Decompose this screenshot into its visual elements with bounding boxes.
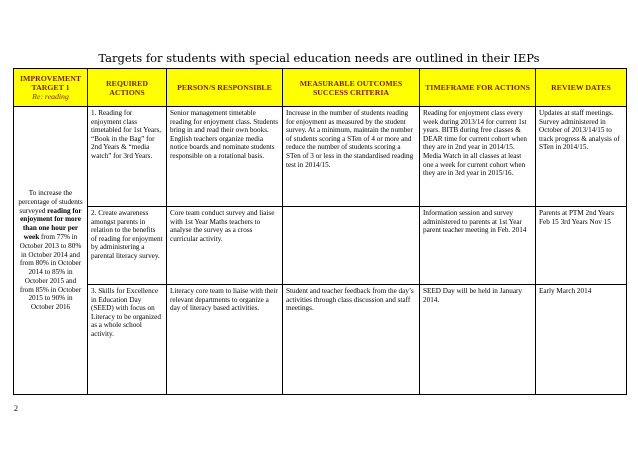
page-number: 2 (14, 404, 18, 413)
header-target-subtitle: Re: reading (32, 92, 69, 101)
target-text-post: from 77% in October 2013 to 80% in October 2014 and from 80% in October 2014 to 85% in October 2015 and from 85% in October 2015 to 90% in October 2016 (19, 232, 82, 312)
row2-review: Parents at PTM 2nd Years Feb 15 3rd Years Nov 15 (536, 207, 627, 285)
row1-timeframe: Reading for enjoyment class every week during 2013/14 for current 1st years. BITB during free classes & DEAR time for current cohort when they are in 2nd year in 2014/15. Media Watch in all classes at least one a week for current cohort when they are in 3rd year in 2015/16. (420, 107, 536, 207)
row1-review: Updates at staff meetings. Survey administered in October of 2013/14/15 to track progress & analysis of STen in 2014/15. (536, 107, 627, 207)
row2-action: 2. Create awareness amongst parents in relation to the benefits of reading for enjoyment by administering a parental literacy survey. (88, 207, 167, 285)
improvement-target-cell (14, 107, 88, 395)
target-text-pre: To increase the percentage of students surveyed (18, 188, 83, 215)
improvement-target-table (13, 68, 627, 395)
table-row (14, 207, 627, 285)
header-measurable-outcomes: MEASURABLE OUTCOMES SUCCESS CRITERIA (283, 69, 420, 107)
table-row (14, 285, 627, 395)
page-title: Targets for students with special education needs are outlined in their IEPs (98, 51, 540, 65)
row3-review: Early March 2014 (536, 285, 627, 395)
row2-timeframe: Information session and survey administered to parents at 1st Year parent teacher meeting in Feb. 2014 (420, 207, 536, 285)
row3-person: Literacy core team to liaise with their relevant departments to organize a day of literacy based activities. (167, 285, 283, 395)
header-timeframe: TIMEFRAME FOR ACTIONS (420, 69, 536, 107)
row2-person: Core team conduct survey and liaise with 1st Year Maths teachers to analyse the survey as a cross curricular activity. (167, 207, 283, 285)
row3-timeframe: SEED Day will be held in January 2014. (420, 285, 536, 395)
row1-person: Senior management timetable reading for enjoyment class. Students bring in and read their own books. English teachers organize media notice boards and nominate students responsible on a rotational basis. (167, 107, 283, 207)
header-required-actions: REQUIRED ACTIONS (88, 69, 167, 107)
header-improvement-target: IMPROVEMENT TARGET 1 Re: reading (14, 69, 88, 107)
row2-outcome (283, 207, 420, 285)
row1-outcome: Increase in the number of students reading for enjoyment as measured by the student survey. At a minimum, maintain the number of students scoring a STen of 4 or more and reduce the number of students scoring a STen of 3 or less in the standardised reading test in 2014/15. (283, 107, 420, 207)
row1-action: 1. Reading for enjoyment class timetabled for 1st Years, “Book in the Bag” for 2nd Years & “media watch” for 3rd Years. (88, 107, 167, 207)
table-header-row (14, 69, 627, 107)
target-text-bold: reading for enjoyment for more than one hour per week (20, 206, 82, 241)
row3-action: 3. Skills for Excellence in Education Day (SEED) with focus on Literacy to be organized as a whole school activity. (88, 285, 167, 395)
header-review-dates: REVIEW DATES (536, 69, 627, 107)
header-persons-responsible: PERSON/S RESPONSIBLE (167, 69, 283, 107)
table-row (14, 107, 627, 207)
row3-outcome: Student and teacher feedback from the day’s activities through class discussion and staff meetings. (283, 285, 420, 395)
